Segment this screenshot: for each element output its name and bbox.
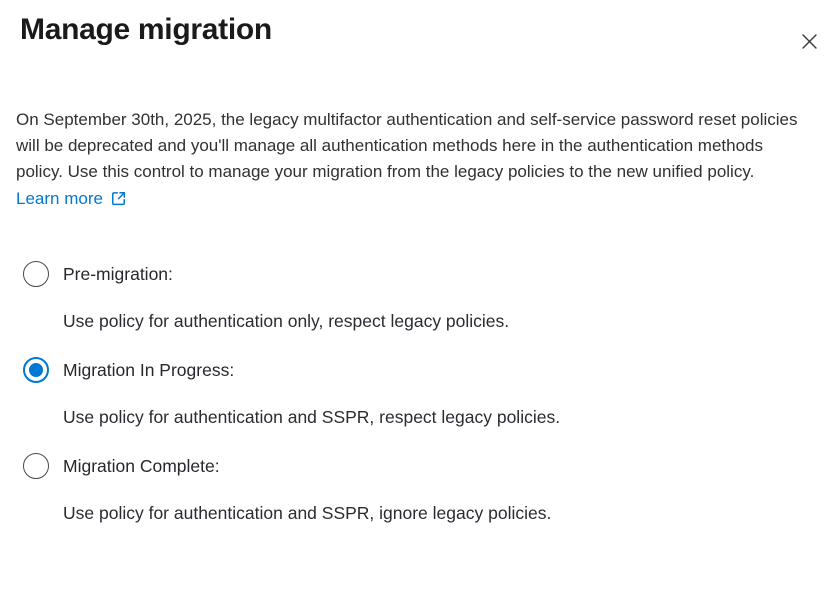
radio-option-migration-in-progress[interactable] (23, 357, 828, 383)
option-description: Use policy for authentication and SSPR, respect legacy policies. (63, 407, 561, 427)
option-migration-complete (23, 453, 828, 525)
intro-text: On September 30th, 2025, the legacy multifactor authentication and self-service password reset policies will be deprecated and you'll manage all authentication methods here in the authentication methods policy. Use this control to manage your migration from the legacy policies to the new unified policy. (16, 110, 798, 181)
close-button[interactable] (797, 29, 821, 53)
external-link-icon (110, 190, 127, 207)
radio-option-migration-complete[interactable] (23, 453, 828, 479)
option-migration-in-progress (23, 357, 828, 429)
learn-more-link[interactable] (16, 186, 127, 211)
radio-pre-migration[interactable] (23, 261, 49, 287)
learn-more-label: Learn more (16, 189, 103, 208)
option-label: Pre-migration: (63, 264, 173, 284)
migration-options-group (23, 261, 828, 525)
radio-migration-complete[interactable] (23, 453, 49, 479)
option-pre-migration (23, 261, 828, 333)
page-title: Manage migration (20, 13, 272, 46)
radio-option-pre-migration[interactable] (23, 261, 828, 287)
option-description: Use policy for authentication and SSPR, ignore legacy policies. (63, 503, 552, 523)
manage-migration-panel (0, 10, 828, 605)
option-label: Migration In Progress: (63, 360, 235, 380)
close-icon (800, 32, 819, 51)
radio-migration-in-progress[interactable] (23, 357, 49, 383)
option-label: Migration Complete: (63, 456, 220, 476)
option-description: Use policy for authentication only, respect legacy policies. (63, 311, 510, 331)
